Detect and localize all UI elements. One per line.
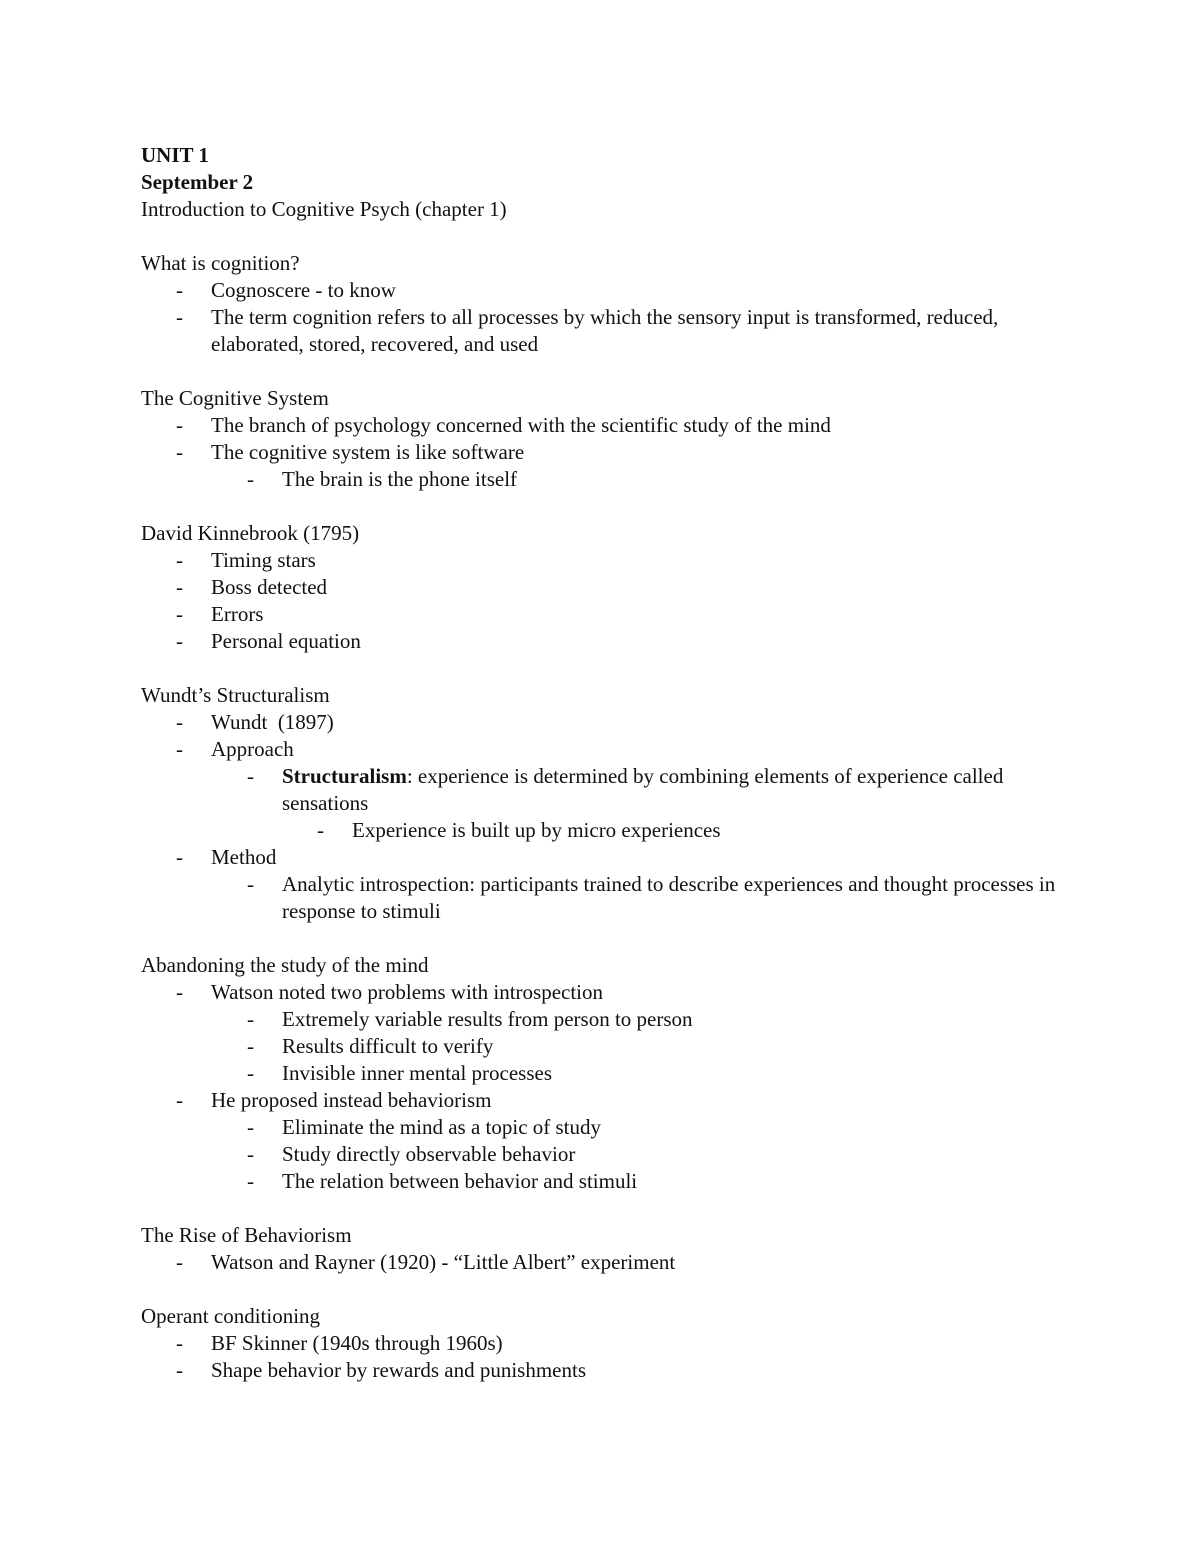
list-item: - Eliminate the mind as a topic of study	[247, 1115, 602, 1139]
notes-body	[141, 142, 1081, 1384]
page-title: UNIT 1	[141, 143, 209, 167]
list-item: - The branch of psychology concerned with the scientific study of the mind	[176, 413, 831, 437]
bullet-dash: -	[176, 1088, 183, 1112]
list-item: - Structuralism: experience is determined by combining elements of experience called sensations	[247, 764, 1004, 815]
list-item: - Study directly observable behavior	[247, 1142, 576, 1166]
list-item: - Cognoscere - to know	[176, 278, 396, 302]
lecture-date: September 2	[141, 170, 254, 194]
bullet-dash: -	[176, 1358, 183, 1382]
section-heading: The Rise of Behaviorism	[141, 1223, 352, 1247]
list-item: - Watson and Rayner (1920) - “Little Albert” experiment	[176, 1250, 676, 1274]
list-item: - The relation between behavior and stimuli	[247, 1169, 638, 1193]
bullet-dash: -	[247, 1007, 254, 1031]
list-item: - He proposed instead behaviorism	[176, 1088, 492, 1112]
bullet-dash: -	[247, 764, 254, 788]
bullet-dash: -	[247, 1169, 254, 1193]
section-heading: The Cognitive System	[141, 386, 329, 410]
list-item: - Watson noted two problems with introspection	[176, 980, 604, 1004]
list-item: - Wundt (1897)	[176, 710, 334, 734]
section-heading: What is cognition?	[141, 251, 300, 275]
list-item: - Approach	[176, 737, 294, 761]
bullet-dash: -	[176, 440, 183, 464]
bullet-dash: -	[247, 1142, 254, 1166]
list-item: - The brain is the phone itself	[247, 467, 518, 491]
bullet-dash: -	[176, 737, 183, 761]
list-item: - Shape behavior by rewards and punishments	[176, 1358, 586, 1382]
lecture-subtitle: Introduction to Cognitive Psych (chapter 1)	[141, 197, 507, 221]
list-item: - Invisible inner mental processes	[247, 1061, 553, 1085]
bullet-dash: -	[317, 818, 324, 842]
list-item: - Experience is built up by micro experiences	[317, 818, 721, 842]
list-item: - Errors	[176, 602, 264, 626]
bullet-dash: -	[176, 1250, 183, 1274]
bullet-dash: -	[247, 872, 254, 896]
bullet-dash: -	[176, 548, 183, 572]
structuralism-term: Structuralism	[282, 764, 407, 788]
list-item: - Personal equation	[176, 629, 361, 653]
bullet-dash: -	[247, 1034, 254, 1058]
bullet-dash: -	[176, 980, 183, 1004]
list-item: - Results difficult to verify	[247, 1034, 494, 1058]
section-heading: Abandoning the study of the mind	[141, 953, 429, 977]
list-item: - Method	[176, 845, 277, 869]
bullet-dash: -	[176, 305, 183, 329]
list-item: - The cognitive system is like software	[176, 440, 525, 464]
list-item: - Boss detected	[176, 575, 328, 599]
list-item: - Timing stars	[176, 548, 316, 572]
bullet-dash: -	[176, 1331, 183, 1355]
section-heading: Operant conditioning	[141, 1304, 321, 1328]
bullet-dash: -	[247, 1115, 254, 1139]
bullet-dash: -	[176, 602, 183, 626]
section-heading: David Kinnebrook (1795)	[141, 521, 360, 545]
bullet-dash: -	[176, 845, 183, 869]
bullet-dash: -	[247, 1061, 254, 1085]
list-item: - The term cognition refers to all processes by which the sensory input is transformed, reduced, elaborated, stored, recovered, and used	[176, 305, 999, 356]
list-item: - Extremely variable results from person to person	[247, 1007, 693, 1031]
bullet-dash: -	[176, 629, 183, 653]
section-heading: Wundt’s Structuralism	[141, 683, 330, 707]
bullet-dash: -	[247, 467, 254, 491]
list-item: - BF Skinner (1940s through 1960s)	[176, 1331, 503, 1355]
bullet-dash: -	[176, 413, 183, 437]
bullet-dash: -	[176, 278, 183, 302]
bullet-dash: -	[176, 710, 183, 734]
bullet-dash: -	[176, 575, 183, 599]
list-item: - Analytic introspection: participants trained to describe experiences and thought processes in response to stimuli	[247, 872, 1056, 923]
